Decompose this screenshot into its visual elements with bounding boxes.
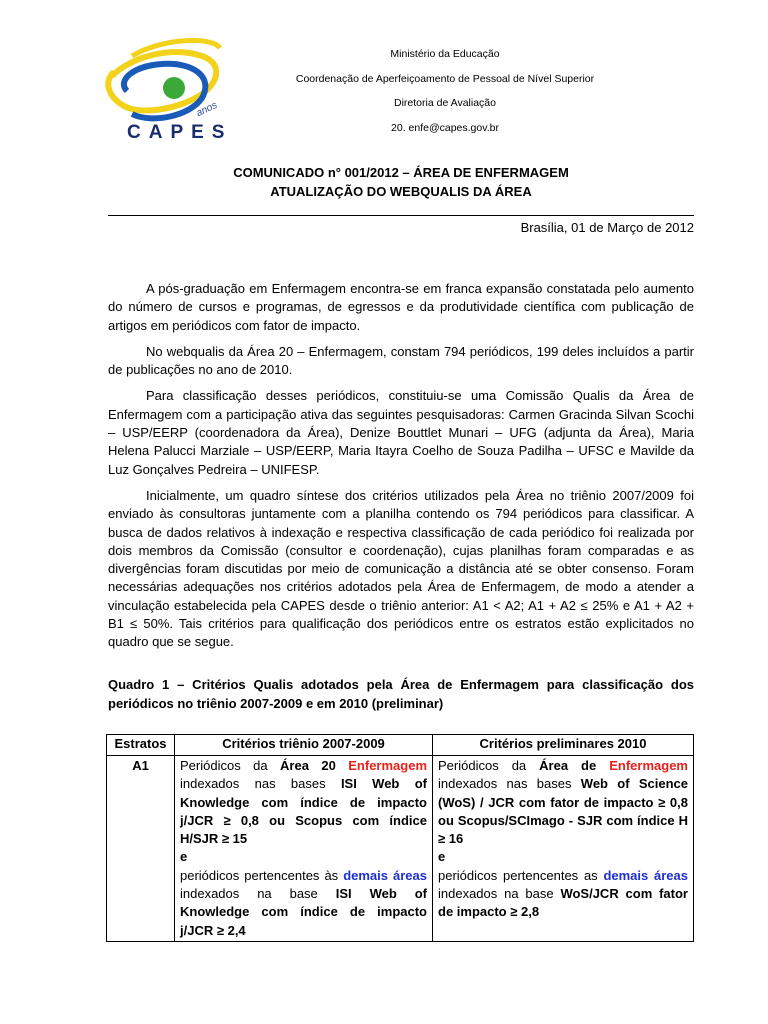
text: Área de xyxy=(539,758,597,773)
text: periódicos pertencentes às xyxy=(180,867,344,883)
text: indexados na base xyxy=(438,886,561,902)
criteria-2010-cell xyxy=(433,756,694,942)
logo-anos-text: anos xyxy=(194,99,219,120)
text: Enfermagem xyxy=(348,758,427,773)
paragraph: No webqualis da Área 20 – Enfermagem, constam 794 periódicos, 199 deles incluídos a partir de publicações no ano de 2010. xyxy=(108,343,694,378)
text: e xyxy=(438,849,446,865)
criteria-table xyxy=(106,734,694,942)
text: indexados nas bases xyxy=(180,776,341,792)
document-title xyxy=(108,163,694,201)
ministry-line: Ministério da Educação xyxy=(390,48,500,60)
paragraph: A pós-graduação em Enfermagem encontra-se em franca expansão constatada pelo aumento do número de cursos e programas, de egressos e da produtividade científica com publicação de artigos em periódicos com fator de impacto. xyxy=(108,281,694,333)
table-header-row xyxy=(107,735,694,756)
text: Área 20 xyxy=(280,758,336,773)
document-body xyxy=(108,280,694,660)
paragraph: Inicialmente, um quadro síntese dos critérios utilizados pela Área no triênio 2007/2009 foi enviado às consultoras juntamente com a planilha contendo os 794 periódicos para classificar. A busca de dados relativos à indexação e respectiva classificação de cada periódico foi realizada por dois membros da Comissão (consultor e coordenação), cujas planilhas foram comparadas e as divergências foram discutidas por meio de comunicação a distância até se obter consenso. Foram necessárias adequações nos critérios adotados pela Área de Enfermagem, de modo a atender a vinculação estabelecida pela CAPES desde o triênio anterior: A1 < A2; A1 + A2 ≤ 25% e A1 + A2 + B1 ≤ 50%. Tais critérios para qualificação dos periódicos entre os estratos estão explicitados no quadro que se segue. xyxy=(108,487,694,650)
title-line-2: ATUALIZAÇÃO DO WEBQUALIS DA ÁREA xyxy=(270,184,532,199)
title-divider xyxy=(108,215,694,216)
text: ISI Web of Knowledge com índice de impacto j/JCR ≥ 0,8 ou Scopus com índice H/SJR ≥ 15 xyxy=(180,776,427,847)
letterhead xyxy=(250,42,640,140)
col-header-estratos: Estratos xyxy=(107,735,175,756)
col-header-2007-2009: Critérios triênio 2007-2009 xyxy=(175,735,433,756)
text: WoS/JCR com fator de impacto ≥ 2,8 xyxy=(438,886,688,920)
col-header-2010: Critérios preliminares 2010 xyxy=(433,735,694,756)
table-row xyxy=(107,756,694,942)
text: indexados na base xyxy=(180,886,336,902)
estrato-cell: A1 xyxy=(107,756,175,942)
title-line-1: COMUNICADO n° 001/2012 – ÁREA DE ENFERMAGEM xyxy=(233,165,569,180)
text: demais áreas xyxy=(603,867,688,883)
directorate-line: Diretoria de Avaliação xyxy=(394,97,496,109)
text: demais áreas xyxy=(343,867,427,883)
criteria-2007-cell xyxy=(175,756,433,942)
coordination-line: Coordenação de Aperfeiçoamento de Pessoal de Nível Superior xyxy=(295,72,595,85)
text: periódicos pertencentes as xyxy=(438,867,604,883)
paragraph: Para classificação desses periódicos, constituiu-se uma Comissão Qualis da Área de Enfermagem com a participação ativa das seguintes pesquisadoras: Carmen Gracinda Silvan Scochi – USP/EERP (coordenadora da Área), Denize Bouttlet Munari – UFG (adjunta da Área), Maria Helena Palucci Marziale – USP/EERP, Maria Itayra Coelho de Souza Padilha – UFSC e Mavilde da Luz Gonçalves Pedreira – UNIFESP. xyxy=(108,388,694,477)
text: Periódicos da xyxy=(180,758,281,773)
text: Periódicos da xyxy=(438,758,540,773)
quadro-caption: Quadro 1 – Critérios Qualis adotados pela Área de Enfermagem para classificação dos periódicos no triênio 2007-2009 e em 2010 (preliminar) xyxy=(108,677,694,711)
text: e xyxy=(180,849,188,865)
text: Enfermagem xyxy=(609,758,688,773)
text: indexados nas bases xyxy=(438,776,581,792)
logo-capes-text: CAPES xyxy=(127,122,233,143)
text: ISI Web of Knowledge com índice de impacto j/JCR ≥ 2,4 xyxy=(180,886,427,938)
email-line: 20. enfe@capes.gov.br xyxy=(391,121,499,134)
text: Web of Science (WoS) / JCR com fator de impacto ≥ 0,8 ou Scopus/SCImago - SJR com índice H ≥ 16 xyxy=(438,776,688,847)
document-date: Brasília, 01 de Março de 2012 xyxy=(520,220,694,235)
